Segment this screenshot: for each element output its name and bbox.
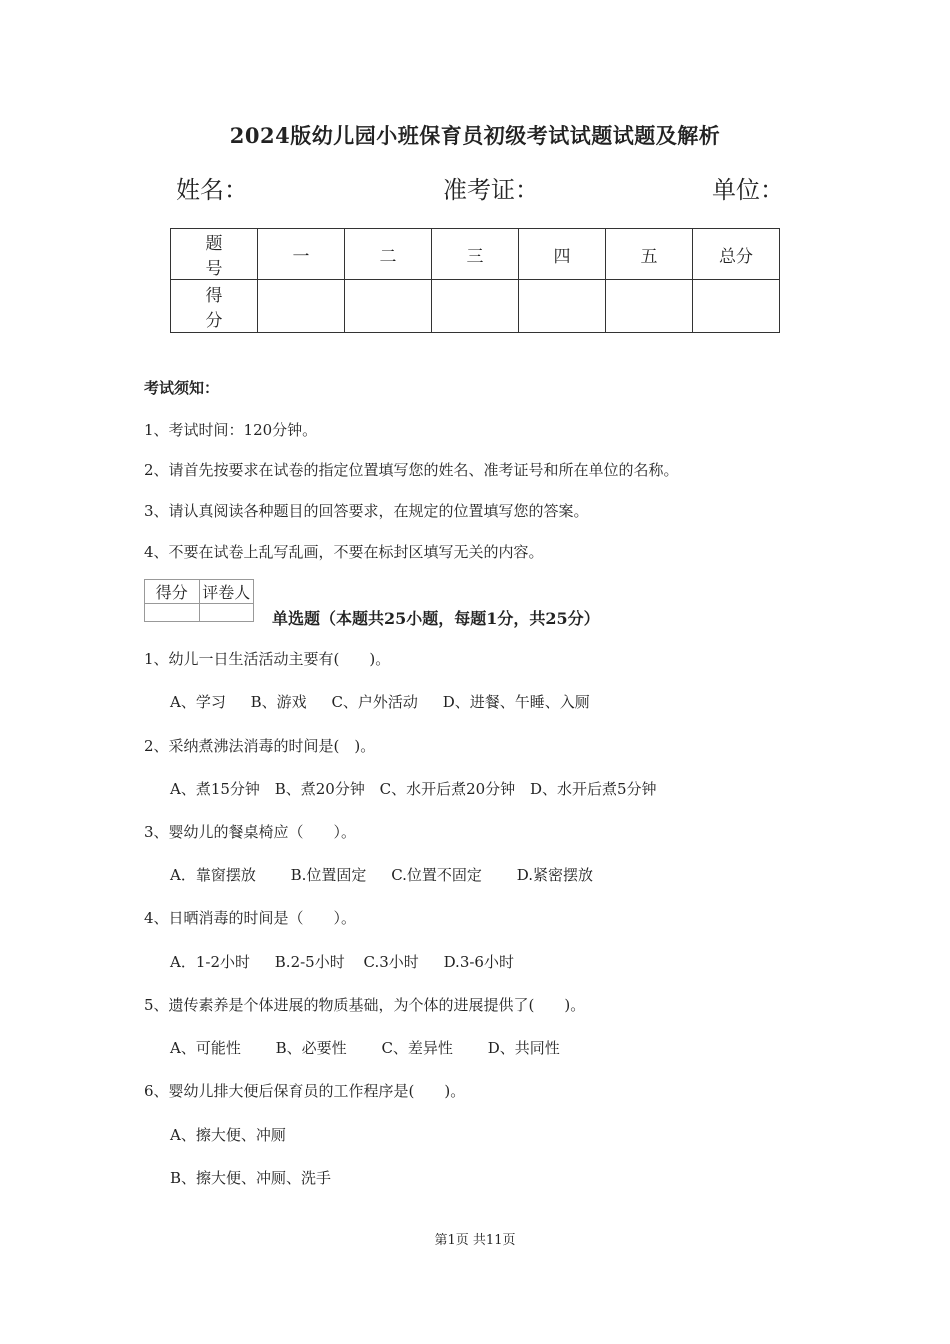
question-options: [170, 1037, 580, 1058]
grader-score-cell: [145, 604, 200, 622]
option: B、游戏: [250, 693, 307, 711]
score-row-label: 得 分: [171, 280, 258, 333]
option: A．1-2小时: [170, 953, 250, 971]
score-cell-total: [693, 280, 780, 333]
score-cell-1: [258, 280, 345, 333]
header-cell-5: 五: [606, 229, 693, 280]
question-options: [170, 691, 610, 712]
header-cell-total: 总分: [693, 229, 780, 280]
unit-field-label: 单位：: [712, 176, 784, 204]
score-cell-3: [432, 280, 519, 333]
question-stem: 1、幼儿一日生活活动主要有( )。: [144, 650, 391, 668]
score-table-header-row: [171, 229, 780, 280]
option: A、煮15分钟: [170, 780, 260, 798]
section-title: 单选题（本题共25小题，每题1分，共25分）: [272, 609, 600, 628]
option: D、进餐、午睡、入厕: [442, 693, 590, 711]
option: D.3-6小时: [443, 953, 514, 971]
grader-box: [144, 579, 254, 622]
question-option: A、擦大便、冲厕: [170, 1126, 286, 1144]
notice-item: 2、请首先按要求在试卷的指定位置填写您的姓名、准考证号和所在单位的名称。: [144, 461, 679, 479]
question-option: B、擦大便、冲厕、洗手: [170, 1169, 332, 1187]
question-stem: 6、婴幼儿排大便后保育员的工作程序是( )。: [144, 1082, 466, 1100]
option: B.2-5小时: [274, 953, 345, 971]
question-stem: 2、采纳煮沸法消毒的时间是( )。: [144, 737, 376, 755]
header-cell-2: 二: [345, 229, 432, 280]
header-cell-1: 一: [258, 229, 345, 280]
ticket-field-label: 准考证：: [443, 176, 539, 204]
grader-score-label: 得分: [145, 580, 200, 604]
question-stem: 4、日晒消毒的时间是（ ）。: [144, 909, 357, 927]
option: A、可能性: [170, 1039, 241, 1057]
option: C.3小时: [363, 953, 419, 971]
question-options: [170, 951, 534, 972]
notice-item: 3、请认真阅读各种题目的回答要求，在规定的位置填写您的答案。: [144, 502, 589, 520]
notice-item: 1、考试时间：120分钟。: [144, 421, 318, 439]
option: C、水开后煮20分钟: [379, 780, 516, 798]
option: A、学习: [170, 693, 226, 711]
question-stem: 3、婴幼儿的餐桌椅应（ ）。: [144, 823, 357, 841]
option: C、差异性: [381, 1039, 453, 1057]
grader-name-cell: [199, 604, 254, 622]
document-title: 2024版幼儿园小班保育员初级考试试题试题及解析: [229, 123, 721, 148]
notice-item: 4、不要在试卷上乱写乱画，不要在标封区填写无关的内容。: [144, 543, 544, 561]
option: C.位置不固定: [391, 866, 482, 884]
notice-title: 考试须知：: [144, 379, 220, 397]
option: D、水开后煮5分钟: [529, 780, 657, 798]
header-cell-4: 四: [519, 229, 606, 280]
header-cell-3: 三: [432, 229, 519, 280]
option: A．靠窗摆放: [170, 866, 256, 884]
score-cell-4: [519, 280, 606, 333]
grader-name-label: 评卷人: [199, 580, 254, 604]
score-cell-5: [606, 280, 693, 333]
option: C、户外活动: [331, 693, 418, 711]
question-options: [170, 778, 667, 799]
score-cell-2: [345, 280, 432, 333]
name-field-label: 姓名：: [176, 176, 248, 204]
option: B、煮20分钟: [274, 780, 365, 798]
page-footer: 第1页 共11页: [434, 1233, 516, 1248]
score-table-score-row: [171, 280, 780, 333]
option: B.位置固定: [290, 866, 367, 884]
option: D.紧密摆放: [516, 866, 593, 884]
header-cell-number: 题 号: [171, 229, 258, 280]
question-stem: 5、遗传素养是个体进展的物质基础，为个体的进展提供了( )。: [144, 996, 586, 1014]
question-options: [170, 864, 613, 885]
option: B、必要性: [275, 1039, 347, 1057]
score-table: [170, 228, 780, 333]
option: D、共同性: [487, 1039, 560, 1057]
